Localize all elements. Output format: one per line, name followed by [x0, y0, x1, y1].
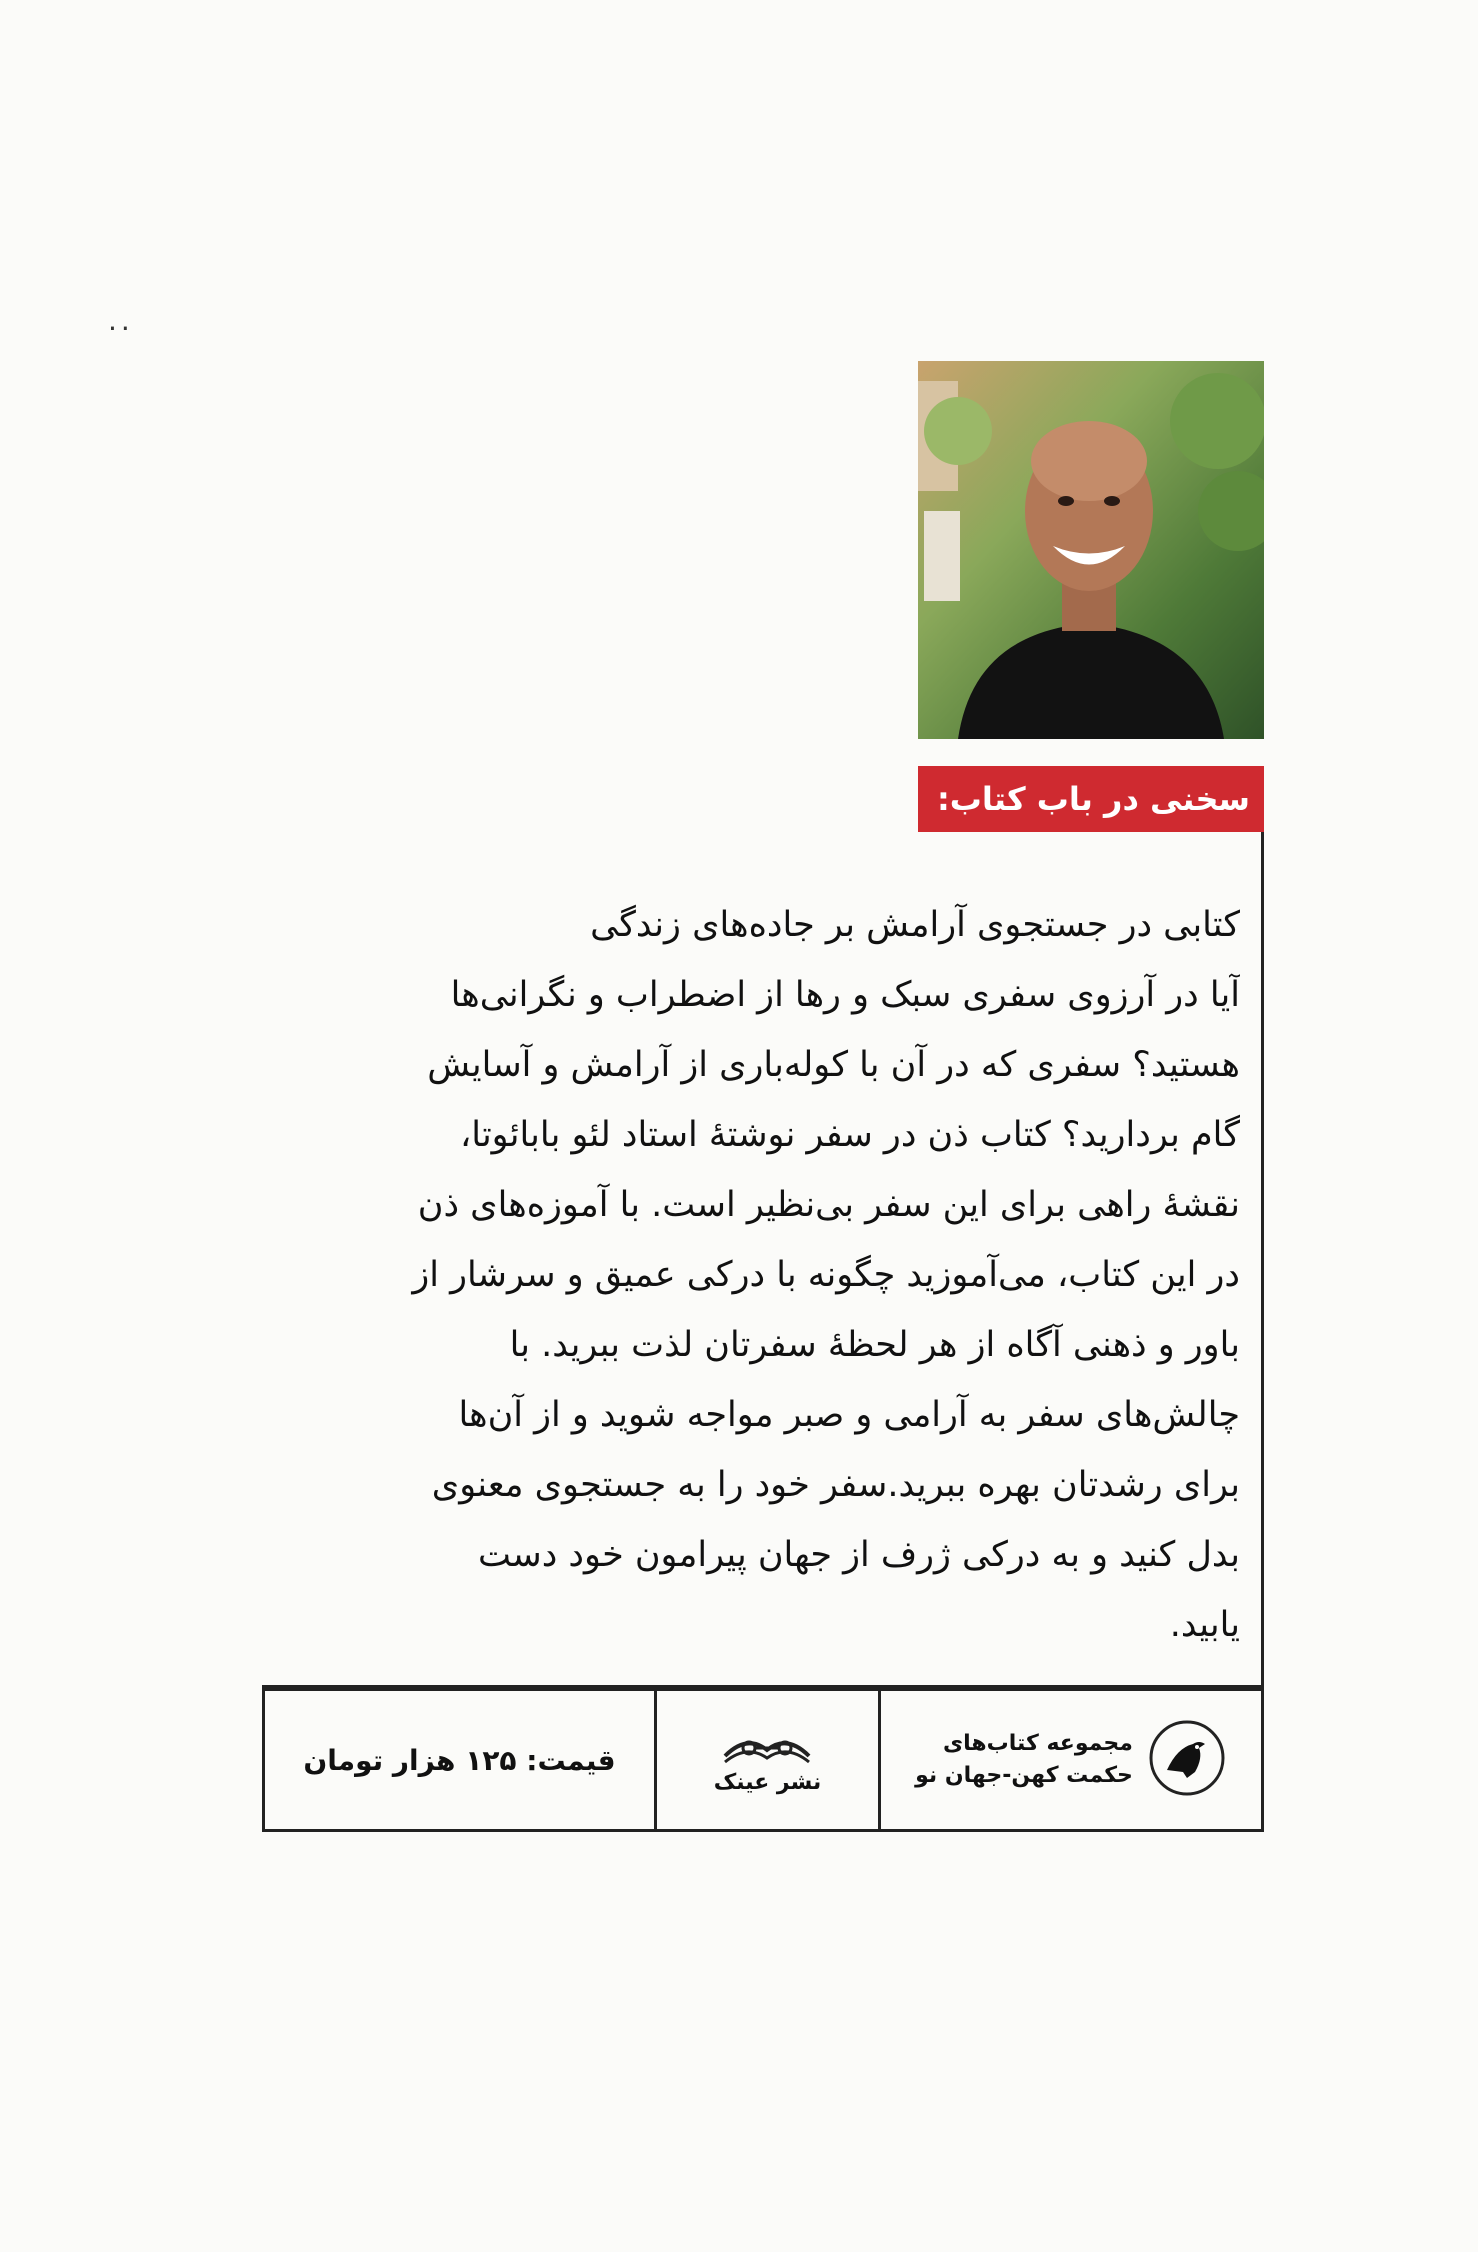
publisher-name: نشر عینک	[713, 1769, 822, 1795]
book-description	[300, 890, 1240, 1660]
description-line: یابید.	[1169, 1605, 1240, 1645]
publisher-cell	[657, 1691, 881, 1829]
price-cell	[265, 1691, 657, 1829]
description-line: بدل کنید و به درکی ژرف از جهان پیرامون خود دست	[478, 1535, 1240, 1575]
corner-marks: ..	[108, 304, 134, 337]
description-line: برای رشدتان بهره ببرید.سفر خود را به جستجوی معنوی	[431, 1465, 1240, 1505]
series-title	[915, 1728, 1133, 1792]
crow-logo-icon	[1147, 1718, 1227, 1802]
footer-box	[262, 1688, 1264, 1832]
series-line-2: حکمت کهن-جهان نو	[915, 1763, 1133, 1788]
description-line: هستید؟ سفری که در آن با کوله‌باری از آرامش و آسایش	[427, 1045, 1240, 1085]
publisher-logo	[714, 1726, 822, 1795]
price-label: قیمت: ۱۲۵ هزار تومان	[303, 1743, 616, 1777]
description-line: گام بردارید؟ کتاب ذن در سفر نوشتهٔ استاد لئو بابائوتا،	[459, 1115, 1240, 1155]
description-line: در این کتاب، می‌آموزید چگونه با درکی عمیق و سرشار از	[412, 1255, 1240, 1295]
series-cell	[881, 1691, 1261, 1829]
open-book-logo-icon	[719, 1726, 815, 1770]
description-line: چالش‌های سفر به آرامی و صبر مواجه شوید و از آن‌ها	[458, 1395, 1240, 1435]
description-line: کتابی در جستجوی آرامش بر جاده‌های زندگی	[590, 905, 1240, 945]
series-line-1: مجموعه کتاب‌های	[942, 1731, 1133, 1756]
description-line: آیا در آرزوی سفری سبک و رها از اضطراب و نگرانی‌ها	[450, 975, 1240, 1015]
section-heading: سخنی در باب کتاب:	[918, 766, 1264, 832]
description-line: نقشهٔ راهی برای این سفر بی‌نظیر است. با آموزه‌های ذن	[417, 1185, 1240, 1225]
description-line: باور و ذهنی آگاه از هر لحظهٔ سفرتان لذت ببرید. با	[509, 1325, 1240, 1365]
author-photo	[918, 361, 1264, 739]
